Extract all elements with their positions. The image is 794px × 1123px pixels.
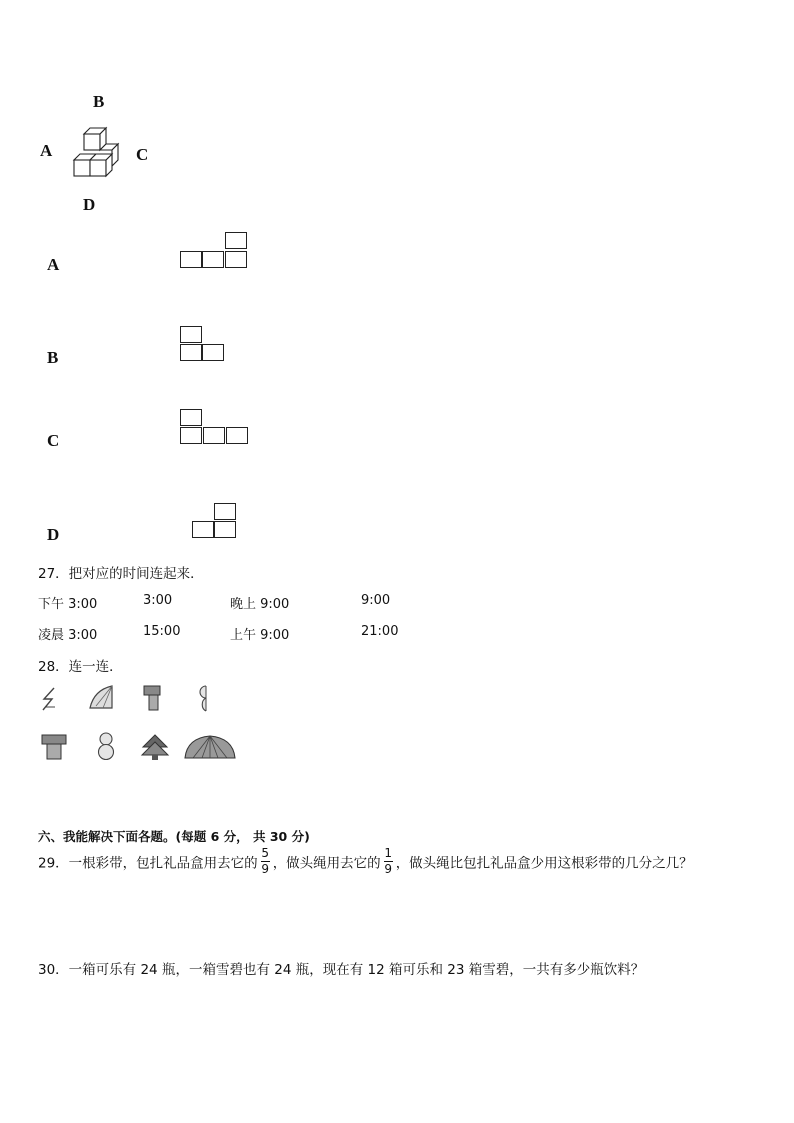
q27-title: 27．把对应的时间连起来． xyxy=(38,566,204,582)
q28-title: 28．连一连． xyxy=(38,659,123,675)
option-a-label: A xyxy=(47,255,60,274)
option-b-label: B xyxy=(47,348,59,367)
half-snowman-icon xyxy=(196,684,210,712)
option-b-shape xyxy=(180,326,230,366)
q29-frac1-num: 5 xyxy=(261,846,269,860)
label-c: C xyxy=(136,145,149,164)
section6-title: 六、我能解决下面各题。(每题 6 分， 共 30 分) xyxy=(38,829,310,844)
q29-mid: ，做头绳用去它的 xyxy=(272,855,381,872)
q27-r1-c2: 3:00 xyxy=(143,593,173,608)
half-umbrella-icon xyxy=(88,684,114,710)
q27-r2-c3: 上午 9:00 xyxy=(230,628,290,643)
umbrella-icon xyxy=(183,734,237,760)
option-c-label: C xyxy=(47,431,60,450)
label-d: D xyxy=(83,195,96,214)
q27-r1-c4: 9:00 xyxy=(361,593,391,608)
cube-stack-figure xyxy=(70,126,120,178)
tree-icon xyxy=(140,733,170,761)
q29-frac2-num: 1 xyxy=(384,846,392,860)
half-lightning-icon xyxy=(40,686,60,712)
label-a: A xyxy=(40,141,53,160)
label-b: B xyxy=(93,92,105,111)
q30-text: 30．一箱可乐有 24 瓶，一箱雪碧也有 24 瓶，现在有 12 箱可乐和 23 箱雪碧，一共有多少瓶饮料？ xyxy=(38,962,645,978)
option-d-label: D xyxy=(47,525,60,544)
q27-r2-c4: 21:00 xyxy=(361,624,399,639)
q29-fraction-1 xyxy=(261,847,270,876)
q29-text xyxy=(38,847,693,876)
q27-r2-c1: 凌晨 3:00 xyxy=(38,628,98,643)
q27-r2-c2: 15:00 xyxy=(143,624,181,639)
house-icon xyxy=(40,733,68,761)
q29-frac1-den: 9 xyxy=(261,862,269,876)
option-c-shape xyxy=(180,409,252,449)
option-d-shape xyxy=(192,503,242,543)
half-house-icon xyxy=(142,684,162,712)
option-a-shape xyxy=(180,232,250,272)
q29-pre: 29．一根彩带，包扎礼品盒用去它的 xyxy=(38,855,258,872)
q29-post: ，做头绳比包扎礼品盒少用这根彩带的几分之几？ xyxy=(395,855,693,872)
q29-fraction-2 xyxy=(384,847,393,876)
q29-frac2-den: 9 xyxy=(384,862,392,876)
q27-r1-c1: 下午 3:00 xyxy=(38,597,98,612)
q27-r1-c3: 晚上 9:00 xyxy=(230,597,290,612)
snowman-icon xyxy=(95,731,117,761)
